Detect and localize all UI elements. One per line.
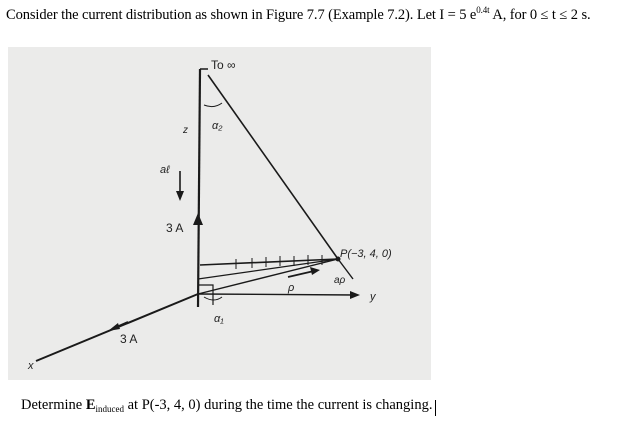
field-subscript: induced: [95, 404, 124, 414]
dl-arrowhead: [176, 191, 184, 201]
z-axis-filament: [198, 69, 200, 307]
y-axis: [198, 294, 356, 295]
alpha1-label: α₁: [214, 313, 224, 325]
z-label: z: [183, 125, 188, 136]
z-current-arrowhead: [193, 213, 203, 225]
right-angle-mark: [198, 285, 213, 305]
x-current-arrowhead: [108, 323, 120, 331]
x-label: x: [28, 360, 34, 372]
alpha2-arc: [204, 103, 222, 107]
figure-7-7: [8, 47, 431, 380]
problem-statement-text: Consider the current distribution as shown in Figure 7.7 (Example 7.2). Let I = 5 e: [6, 7, 477, 23]
problem-statement: [6, 5, 591, 24]
question: [21, 397, 436, 416]
problem-statement-range: A, for 0 ≤ t ≤ 2 s.: [489, 7, 591, 23]
a-l-label: aℓ: [160, 164, 170, 176]
question-lead: Determine: [21, 397, 86, 413]
current-x-label: 3 A: [120, 332, 138, 346]
point-p-label: P(−3, 4, 0): [340, 248, 392, 260]
a-rho-label: aρ: [334, 275, 346, 286]
exponent: 0.4t: [476, 5, 490, 15]
y-axis-arrowhead: [350, 291, 360, 299]
current-z-label: 3 A: [166, 221, 184, 235]
line-to-infinity: [208, 75, 338, 259]
text-cursor: [435, 400, 436, 416]
to-infinity-label: To ∞: [211, 58, 236, 72]
rho-arrowhead: [310, 267, 320, 275]
rho-arrow: [288, 271, 314, 277]
question-tail: at P(-3, 4, 0) during the time the current is changing.: [124, 397, 433, 413]
alpha2-label: α₂: [212, 120, 223, 132]
y-label: y: [370, 291, 376, 303]
rho-label: ρ: [288, 282, 295, 294]
figure-drawing: [8, 47, 431, 380]
field-symbol: E: [85, 397, 96, 413]
